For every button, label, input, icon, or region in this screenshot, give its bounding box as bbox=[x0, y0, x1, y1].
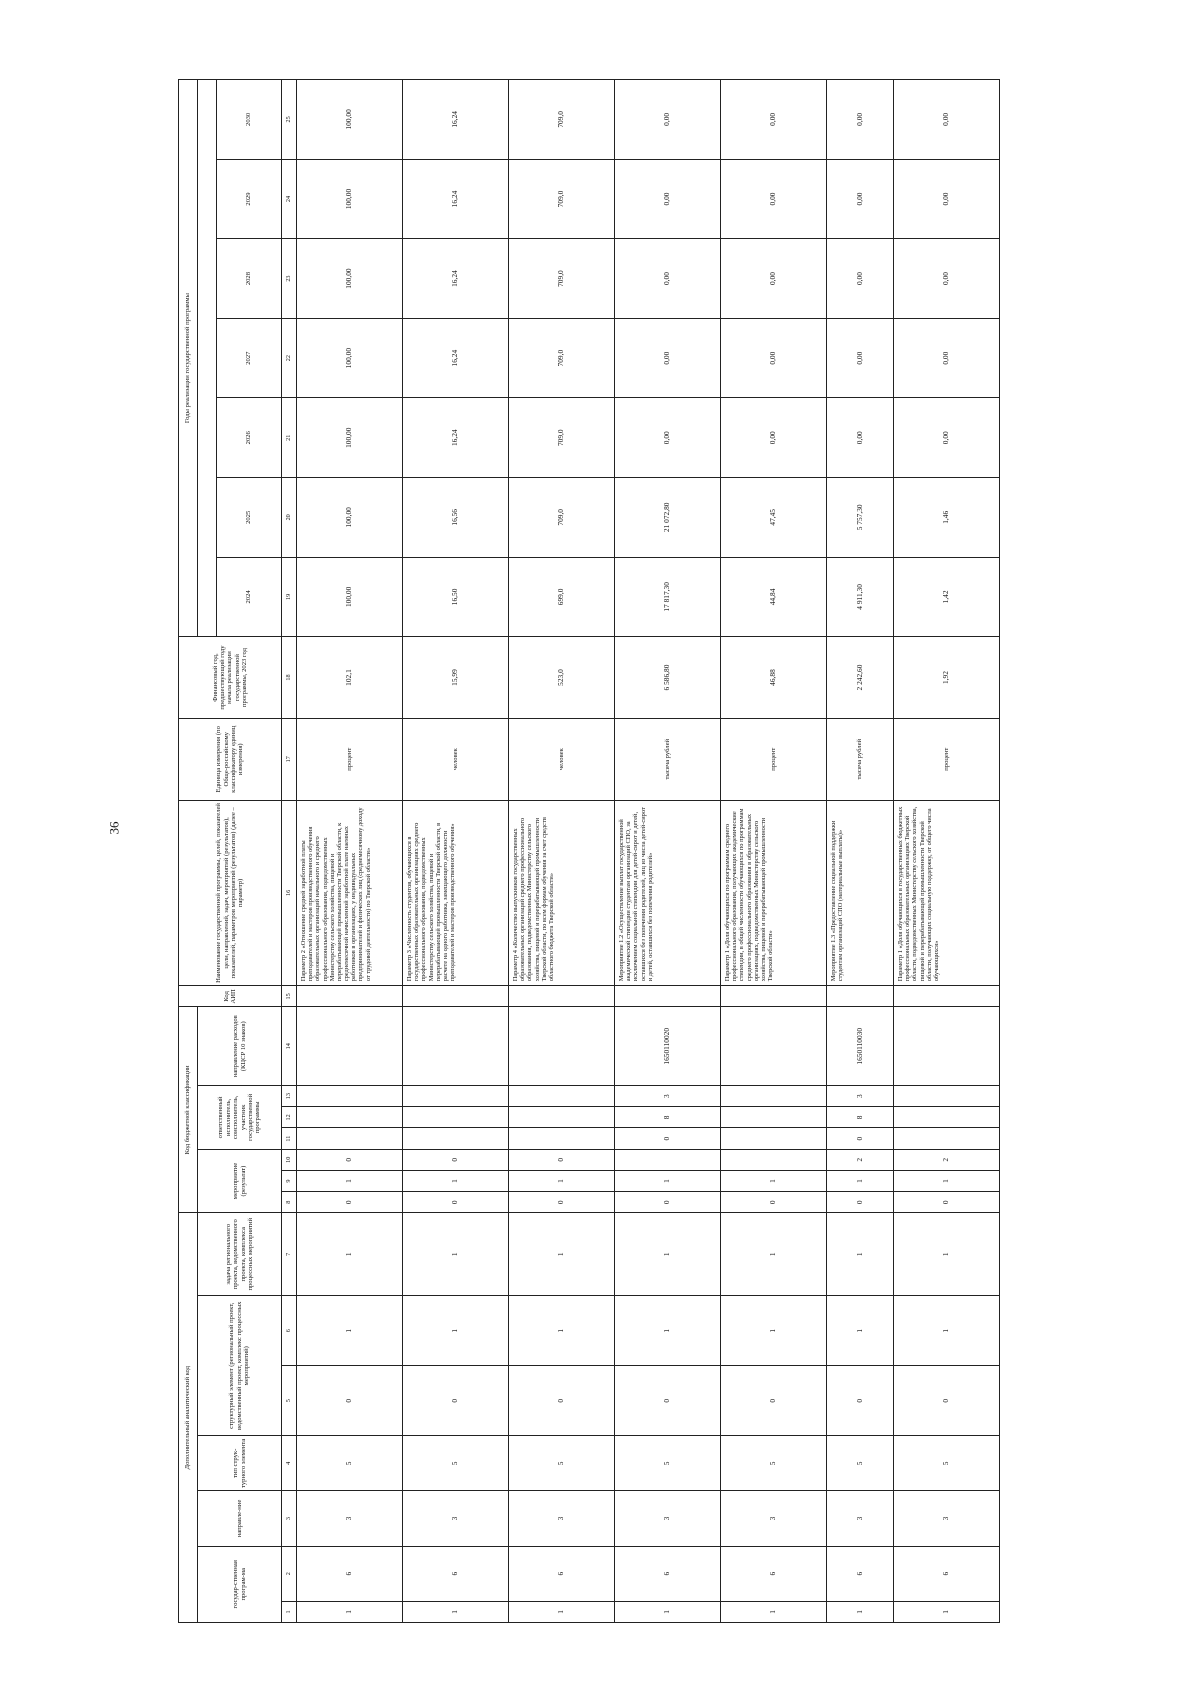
code-cell bbox=[297, 1128, 403, 1149]
code-cell: 6 bbox=[615, 1546, 721, 1601]
code-cell: 1 bbox=[297, 1170, 403, 1191]
row-name: Параметр 1 «Доля обучающихся в государственных бюджетных профессиональных образовательных организациях Тверской области, подведомственных Министерству сельского хозяйства, пищевой и перерабатывающей промышленности Тверской области, получающих социальную поддержку, от общего числа обучающихся» bbox=[894, 800, 1000, 986]
column-number: 23 bbox=[282, 239, 297, 319]
code-cell: 1 bbox=[297, 1296, 403, 1366]
code-cell: 1 bbox=[721, 1213, 827, 1296]
code-cell: 5 bbox=[297, 1436, 403, 1491]
base-year-value: 46,88 bbox=[721, 637, 827, 719]
header-year: 2029 bbox=[217, 159, 282, 239]
code-cell: 3 bbox=[615, 1086, 721, 1107]
code-cell: 8 bbox=[615, 1107, 721, 1128]
header-aip: Код АИП bbox=[179, 986, 282, 1007]
header-unit: Единица измерения (по Обще-российскому классификатору единиц измерения) bbox=[179, 718, 282, 800]
code-cell bbox=[297, 1007, 403, 1086]
code-cell bbox=[894, 1007, 1000, 1086]
code-cell: 0 bbox=[894, 1366, 1000, 1436]
code-cell: 5 bbox=[894, 1436, 1000, 1491]
table-row bbox=[297, 80, 403, 1623]
year-value: 100,00 bbox=[297, 80, 403, 160]
unit-cell: человек bbox=[509, 718, 615, 800]
code-cell: 6 bbox=[297, 1546, 403, 1601]
code-cell: 5 bbox=[615, 1436, 721, 1491]
row-name: Параметр 2 «Отношение средней заработной платы преподавателей и мастеров производственного обучения образовательных организаций начального и среднего профессионального образования, подведомственных Министерству сельского хозяйства, пищевой и перерабатывающей промышленности Тверской области, к среднемесячной начисленной заработной плате наемных работников в организациях, у индивидуальных предпринимателей и физических лиц (среднемесячному доходу от трудовой деятельности) по Тверской области» bbox=[297, 800, 403, 986]
code-cell: 1 bbox=[721, 1170, 827, 1191]
column-number: 7 bbox=[282, 1213, 297, 1296]
code-cell: 2 bbox=[894, 1149, 1000, 1170]
unit-cell: процент bbox=[721, 718, 827, 800]
code-cell: 2 bbox=[827, 1149, 894, 1170]
header-years-group: Годы реализации государственной программы bbox=[179, 80, 198, 637]
column-number: 5 bbox=[282, 1366, 297, 1436]
year-value: 16,24 bbox=[403, 239, 509, 319]
year-value: 5 757,30 bbox=[827, 478, 894, 558]
code-cell: 3 bbox=[615, 1491, 721, 1546]
code-cell: 1 bbox=[615, 1601, 721, 1622]
code-cell bbox=[403, 1107, 509, 1128]
table-row bbox=[403, 80, 509, 1623]
column-number: 17 bbox=[282, 718, 297, 800]
header-year: 2024 bbox=[217, 557, 282, 637]
header-direction: направле-ние bbox=[198, 1491, 282, 1546]
year-value: 709,0 bbox=[509, 80, 615, 160]
code-cell bbox=[403, 1007, 509, 1086]
column-number: 14 bbox=[282, 1007, 297, 1086]
code-cell: 6 bbox=[721, 1546, 827, 1601]
year-value: 0,00 bbox=[827, 80, 894, 160]
year-value: 0,00 bbox=[894, 80, 1000, 160]
code-cell bbox=[403, 1086, 509, 1107]
code-cell: 3 bbox=[403, 1491, 509, 1546]
code-cell bbox=[297, 986, 403, 1007]
code-cell: 5 bbox=[403, 1436, 509, 1491]
code-cell: 0 bbox=[509, 1366, 615, 1436]
base-year-value: 15,99 bbox=[403, 637, 509, 719]
year-value: 100,00 bbox=[297, 398, 403, 478]
column-number: 6 bbox=[282, 1296, 297, 1366]
code-cell: 0 bbox=[721, 1366, 827, 1436]
code-cell: 6 bbox=[403, 1546, 509, 1601]
column-number: 3 bbox=[282, 1491, 297, 1546]
code-cell bbox=[721, 1128, 827, 1149]
code-cell bbox=[509, 1128, 615, 1149]
column-number: 8 bbox=[282, 1192, 297, 1213]
year-value: 100,00 bbox=[297, 159, 403, 239]
column-number: 10 bbox=[282, 1149, 297, 1170]
year-value: 1,42 bbox=[894, 557, 1000, 637]
code-cell: 0 bbox=[827, 1366, 894, 1436]
year-value: 0,00 bbox=[894, 318, 1000, 398]
header-year: 2028 bbox=[217, 239, 282, 319]
base-year-value: 2 242,60 bbox=[827, 637, 894, 719]
code-cell: 3 bbox=[894, 1491, 1000, 1546]
year-value: 0,00 bbox=[894, 398, 1000, 478]
year-value: 0,00 bbox=[615, 318, 721, 398]
year-value: 16,24 bbox=[403, 318, 509, 398]
column-number: 13 bbox=[282, 1086, 297, 1107]
column-number: 4 bbox=[282, 1436, 297, 1491]
table-body bbox=[297, 80, 1000, 1623]
year-value: 0,00 bbox=[894, 159, 1000, 239]
code-cell bbox=[894, 1128, 1000, 1149]
column-number: 18 bbox=[282, 637, 297, 719]
column-number-row bbox=[282, 80, 297, 1623]
code-cell: 1 bbox=[827, 1601, 894, 1622]
year-value: 16,24 bbox=[403, 80, 509, 160]
code-cell: 1 bbox=[894, 1213, 1000, 1296]
header-year: 2026 bbox=[217, 398, 282, 478]
column-number: 1 bbox=[282, 1601, 297, 1622]
code-cell: 1650110030 bbox=[827, 1007, 894, 1086]
code-cell: 1 bbox=[509, 1296, 615, 1366]
code-cell: 1 bbox=[721, 1296, 827, 1366]
code-cell: 1 bbox=[509, 1213, 615, 1296]
code-cell: 5 bbox=[509, 1436, 615, 1491]
code-cell bbox=[509, 986, 615, 1007]
code-cell bbox=[721, 986, 827, 1007]
header-name: Наименование государственной программы, целей, показателей цели, направлений, задач, мероприятий (результатов), показателей, параметров мероприятий (результатов) (далее – параметр) bbox=[179, 800, 282, 986]
unit-cell: тысяча рублей bbox=[615, 718, 721, 800]
base-year-value: 102,1 bbox=[297, 637, 403, 719]
column-number: 19 bbox=[282, 557, 297, 637]
code-cell: 0 bbox=[403, 1192, 509, 1213]
base-year-value: 1,92 bbox=[894, 637, 1000, 719]
code-cell bbox=[403, 1128, 509, 1149]
code-cell: 1 bbox=[615, 1213, 721, 1296]
column-number: 9 bbox=[282, 1170, 297, 1191]
code-cell: 3 bbox=[721, 1491, 827, 1546]
code-cell bbox=[509, 1086, 615, 1107]
code-cell bbox=[894, 986, 1000, 1007]
code-cell: 0 bbox=[403, 1366, 509, 1436]
code-cell bbox=[721, 1149, 827, 1170]
code-cell: 0 bbox=[297, 1366, 403, 1436]
year-value: 0,00 bbox=[827, 318, 894, 398]
code-cell: 6 bbox=[827, 1546, 894, 1601]
year-value: 0,00 bbox=[615, 398, 721, 478]
row-name: Параметр 3 «Численность студентов, обучающихся в государственных образовательных организациях среднего профессионального образования, подведомственных Министерству сельского хозяйства, пищевой и перерабатывающей промышленности Тверской области, в расчете на одного работника, замещающего должности преподавателей и мастеров производственного обучения» bbox=[403, 800, 509, 986]
year-value: 0,00 bbox=[721, 318, 827, 398]
header-analytic-code: Дополнительный аналитический код bbox=[179, 1213, 198, 1623]
code-cell bbox=[615, 986, 721, 1007]
code-cell: 0 bbox=[615, 1366, 721, 1436]
year-value: 100,00 bbox=[297, 239, 403, 319]
code-cell: 6 bbox=[894, 1546, 1000, 1601]
code-cell: 8 bbox=[827, 1107, 894, 1128]
header-struct-element: структурный элемент (региональный проект, ведомственный проект, комплекс процессных мероприятий) bbox=[198, 1296, 282, 1436]
column-number: 15 bbox=[282, 986, 297, 1007]
year-value: 100,00 bbox=[297, 318, 403, 398]
year-value: 0,00 bbox=[827, 239, 894, 319]
row-name: Мероприятие 1.3 «Предоставление социальной поддержки студентам организаций СПО (материальные выплаты)» bbox=[827, 800, 894, 986]
code-cell: 3 bbox=[827, 1491, 894, 1546]
column-number: 11 bbox=[282, 1128, 297, 1149]
code-cell bbox=[297, 1107, 403, 1128]
code-cell: 1 bbox=[615, 1296, 721, 1366]
code-cell bbox=[509, 1007, 615, 1086]
year-value: 0,00 bbox=[721, 80, 827, 160]
table-row bbox=[894, 80, 1000, 1623]
code-cell: 0 bbox=[894, 1192, 1000, 1213]
code-cell: 0 bbox=[827, 1192, 894, 1213]
base-year-value: 523,0 bbox=[509, 637, 615, 719]
column-number: 16 bbox=[282, 800, 297, 986]
code-cell: 1 bbox=[297, 1213, 403, 1296]
header-year: 2027 bbox=[217, 318, 282, 398]
year-value: 0,00 bbox=[721, 398, 827, 478]
code-cell bbox=[615, 1149, 721, 1170]
code-cell: 0 bbox=[509, 1192, 615, 1213]
row-name: Мероприятие 1.2 «Осуществление выплат государственной академической стипендии студентам организаций СПО, за исключением социальной стипендии для детей-сирот и детей, оставшихся без попечения родителей, лиц из числа детей-сирот и детей, оставшихся без попечения родителей» bbox=[615, 800, 721, 986]
header-budget-code: Код бюджетной классификации bbox=[179, 1007, 198, 1213]
code-cell: 1 bbox=[894, 1296, 1000, 1366]
code-cell bbox=[297, 1086, 403, 1107]
year-value: 699,0 bbox=[509, 557, 615, 637]
header-executor: ответственный исполнитель, соисполнитель, участник государственной программы bbox=[198, 1086, 282, 1150]
year-value: 21 072,80 bbox=[615, 478, 721, 558]
page-number: 36 bbox=[106, 821, 122, 835]
year-value: 44,84 bbox=[721, 557, 827, 637]
code-cell: 1 bbox=[827, 1296, 894, 1366]
row-name: Параметр 1 «Доля обучающихся по программам среднего профессионального образования, получающих академические стипендии, в общей численности обучающихся по программам среднего профессионального образования в образовательных организациях, подведомственных Министерству сельского хозяйства, пищевой и перерабатывающей промышленности Тверской области» bbox=[721, 800, 827, 986]
code-cell: 1 bbox=[894, 1170, 1000, 1191]
year-value: 709,0 bbox=[509, 239, 615, 319]
code-cell: 1650110020 bbox=[615, 1007, 721, 1086]
code-cell: 1 bbox=[403, 1296, 509, 1366]
code-cell: 1 bbox=[403, 1170, 509, 1191]
year-value: 709,0 bbox=[509, 398, 615, 478]
year-value: 16,56 bbox=[403, 478, 509, 558]
code-cell: 6 bbox=[509, 1546, 615, 1601]
code-cell: 1 bbox=[509, 1601, 615, 1622]
year-value: 1,46 bbox=[894, 478, 1000, 558]
column-number: 22 bbox=[282, 318, 297, 398]
code-cell: 1 bbox=[894, 1601, 1000, 1622]
code-cell bbox=[827, 986, 894, 1007]
header-task: задача регионального проекта, ведомственного проекта, комплекса процессных мероприятий bbox=[198, 1213, 282, 1296]
code-cell bbox=[721, 1007, 827, 1086]
code-cell bbox=[509, 1107, 615, 1128]
code-cell: 1 bbox=[721, 1601, 827, 1622]
column-number: 2 bbox=[282, 1546, 297, 1601]
code-cell: 0 bbox=[509, 1149, 615, 1170]
code-cell: 0 bbox=[827, 1128, 894, 1149]
year-value: 0,00 bbox=[721, 239, 827, 319]
year-value: 0,00 bbox=[827, 398, 894, 478]
year-value: 16,24 bbox=[403, 159, 509, 239]
unit-cell: процент bbox=[894, 718, 1000, 800]
table-row bbox=[827, 80, 894, 1623]
code-cell: 1 bbox=[827, 1213, 894, 1296]
header-measure: мероприятие (результат) bbox=[198, 1149, 282, 1213]
year-value: 709,0 bbox=[509, 159, 615, 239]
row-name: Параметр 4 «Количество выпускников государственных образовательных организаций среднего профессионального образования, подведомственных Министерству сельского хозяйства, пищевой и перерабатывающей промышленности Тверской области, по всем формам обучения за счет средств областного бюджета Тверской области» bbox=[509, 800, 615, 986]
code-cell: 1 bbox=[297, 1601, 403, 1622]
code-cell: 5 bbox=[721, 1436, 827, 1491]
code-cell: 1 bbox=[403, 1213, 509, 1296]
code-cell: 3 bbox=[509, 1491, 615, 1546]
code-cell: 0 bbox=[721, 1192, 827, 1213]
column-number: 24 bbox=[282, 159, 297, 239]
code-cell bbox=[721, 1107, 827, 1128]
code-cell: 5 bbox=[827, 1436, 894, 1491]
header-state-program: государ-ственная програм-ма bbox=[198, 1546, 282, 1622]
year-value: 0,00 bbox=[615, 80, 721, 160]
year-value: 0,00 bbox=[827, 159, 894, 239]
year-value: 0,00 bbox=[721, 159, 827, 239]
year-value: 0,00 bbox=[615, 159, 721, 239]
rotated-table-container bbox=[178, 79, 1122, 1623]
code-cell: 0 bbox=[615, 1128, 721, 1149]
base-year-value: 6 586,80 bbox=[615, 637, 721, 719]
table-row bbox=[721, 80, 827, 1623]
year-value: 47,45 bbox=[721, 478, 827, 558]
header-years-spacer bbox=[198, 80, 217, 637]
year-value: 709,0 bbox=[509, 478, 615, 558]
code-cell: 3 bbox=[297, 1491, 403, 1546]
header-struct-type: тип струк-турного элемента bbox=[198, 1436, 282, 1491]
header-fin-year: Финансовый год, предшествующий году начала реализации государственной программы, 2023 год bbox=[179, 637, 282, 719]
header-year: 2030 bbox=[217, 80, 282, 160]
unit-cell: процент bbox=[297, 718, 403, 800]
year-value: 709,0 bbox=[509, 318, 615, 398]
code-cell: 1 bbox=[403, 1601, 509, 1622]
column-number: 20 bbox=[282, 478, 297, 558]
code-cell bbox=[403, 986, 509, 1007]
code-cell: 0 bbox=[403, 1149, 509, 1170]
year-value: 0,00 bbox=[894, 239, 1000, 319]
code-cell: 1 bbox=[827, 1170, 894, 1191]
column-number: 21 bbox=[282, 398, 297, 478]
program-table bbox=[178, 79, 1000, 1623]
header-expense: направление расходов (КЦСР 10 знаков) bbox=[198, 1007, 282, 1086]
header-year: 2025 bbox=[217, 478, 282, 558]
code-cell bbox=[894, 1086, 1000, 1107]
year-value: 4 911,30 bbox=[827, 557, 894, 637]
code-cell: 3 bbox=[827, 1086, 894, 1107]
table-row bbox=[615, 80, 721, 1623]
code-cell bbox=[894, 1107, 1000, 1128]
code-cell: 0 bbox=[615, 1192, 721, 1213]
year-value: 16,24 bbox=[403, 398, 509, 478]
table-row bbox=[509, 80, 615, 1623]
year-value: 16,50 bbox=[403, 557, 509, 637]
unit-cell: тысяча рублей bbox=[827, 718, 894, 800]
year-value: 100,00 bbox=[297, 557, 403, 637]
code-cell bbox=[721, 1086, 827, 1107]
code-cell: 1 bbox=[509, 1170, 615, 1191]
column-number: 25 bbox=[282, 80, 297, 160]
year-value: 0,00 bbox=[615, 239, 721, 319]
code-cell: 0 bbox=[297, 1192, 403, 1213]
code-cell: 1 bbox=[615, 1170, 721, 1191]
year-value: 17 817,30 bbox=[615, 557, 721, 637]
year-value: 100,00 bbox=[297, 478, 403, 558]
unit-cell: человек bbox=[403, 718, 509, 800]
column-number: 12 bbox=[282, 1107, 297, 1128]
code-cell: 0 bbox=[297, 1149, 403, 1170]
